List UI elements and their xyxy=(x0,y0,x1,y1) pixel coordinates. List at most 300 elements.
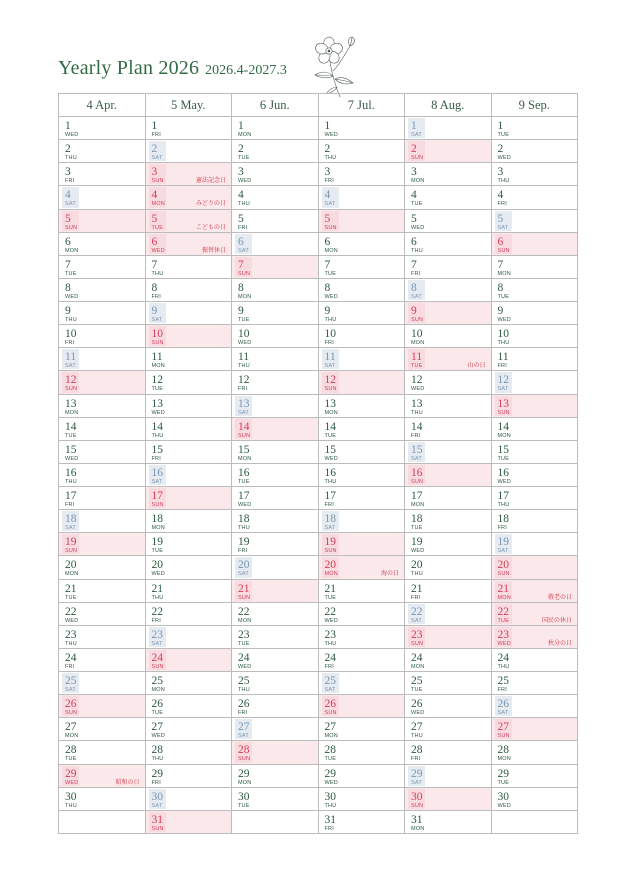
day-number: 25 xyxy=(238,675,250,688)
day-number: 24 xyxy=(324,651,336,664)
day-of-week: WED xyxy=(238,502,252,509)
day-number: 21 xyxy=(324,582,336,595)
day-of-week: WED xyxy=(151,571,165,578)
holiday-name: みどりの日 xyxy=(195,200,226,208)
day-cell xyxy=(319,325,406,348)
day-of-week: THU xyxy=(411,733,423,740)
day-cell xyxy=(492,418,579,441)
day-of-week: SAT xyxy=(65,687,76,694)
sunday-cell xyxy=(405,464,492,487)
day-number: 3 xyxy=(324,166,331,179)
empty-day-cell xyxy=(59,811,146,834)
day-of-week: THU xyxy=(324,317,337,324)
day-number: 30 xyxy=(411,790,423,803)
day-of-week: SAT xyxy=(411,132,422,138)
day-of-week: WED xyxy=(65,293,79,300)
day-cell xyxy=(492,788,579,811)
day-cell xyxy=(232,788,319,811)
day-of-week: SUN xyxy=(151,178,164,185)
day-number: 9 xyxy=(497,305,504,318)
saturday-cell xyxy=(492,210,579,233)
day-cell xyxy=(405,580,492,603)
day-number: 21 xyxy=(411,582,423,595)
saturday-cell xyxy=(405,117,492,140)
sunday-cell xyxy=(59,695,146,718)
day-number: 17 xyxy=(411,490,423,503)
day-of-week: THU xyxy=(497,502,510,509)
holiday-cell xyxy=(319,556,406,579)
day-cell xyxy=(232,348,319,371)
holiday-name: 山の日 xyxy=(467,362,486,370)
day-of-week: FRI xyxy=(238,224,248,231)
day-cell xyxy=(232,603,319,626)
day-cell xyxy=(59,163,146,186)
day-number: 8 xyxy=(497,281,504,294)
day-number: 8 xyxy=(65,281,71,294)
day-of-week: SUN xyxy=(497,733,510,740)
day-number: 27 xyxy=(238,721,250,734)
holiday-name: 憲法記念日 xyxy=(195,177,226,185)
day-number: 15 xyxy=(238,443,250,456)
day-number: 15 xyxy=(65,443,77,456)
day-of-week: FRI xyxy=(324,825,334,832)
day-of-week: THU xyxy=(151,270,164,277)
holiday-cell xyxy=(146,163,233,186)
day-number: 25 xyxy=(411,675,423,688)
day-of-week: WED xyxy=(151,247,165,254)
day-number: 14 xyxy=(497,420,509,433)
day-number: 17 xyxy=(497,490,509,503)
day-cell xyxy=(405,256,492,279)
day-number: 25 xyxy=(324,675,336,688)
day-of-week: TUE xyxy=(151,224,164,231)
day-number: 21 xyxy=(497,582,509,595)
day-number: 1 xyxy=(497,120,504,132)
day-of-week: SAT xyxy=(497,548,509,555)
day-of-week: THU xyxy=(411,247,423,254)
day-cell xyxy=(232,649,319,672)
day-number: 7 xyxy=(238,258,244,271)
day-of-week: SAT xyxy=(411,617,422,624)
day-of-week: FRI xyxy=(238,710,248,717)
day-cell xyxy=(405,210,492,233)
day-number: 26 xyxy=(238,698,250,711)
day-number: 12 xyxy=(497,374,509,387)
day-of-week: WED xyxy=(324,293,338,300)
day-cell xyxy=(146,741,233,764)
day-cell xyxy=(492,348,579,371)
day-of-week: MON xyxy=(238,617,252,624)
day-number: 14 xyxy=(411,420,423,433)
day-of-week: FRI xyxy=(411,270,421,277)
page-title xyxy=(58,58,287,81)
day-of-week: SAT xyxy=(151,155,163,162)
day-of-week: THU xyxy=(151,432,164,439)
holiday-cell xyxy=(492,603,579,626)
day-number: 7 xyxy=(324,258,331,271)
day-cell xyxy=(146,718,233,741)
day-number: 9 xyxy=(411,305,417,318)
day-of-week: SUN xyxy=(238,270,251,277)
saturday-cell xyxy=(59,348,146,371)
month-header-may: 5 May. xyxy=(146,94,233,117)
day-number: 18 xyxy=(324,513,336,526)
day-number: 23 xyxy=(238,628,250,641)
day-of-week: SUN xyxy=(324,548,337,555)
day-cell xyxy=(146,441,233,464)
day-number: 19 xyxy=(411,536,423,549)
day-of-week: FRI xyxy=(65,663,75,670)
day-number: 2 xyxy=(497,143,504,156)
day-number: 1 xyxy=(65,120,71,132)
day-of-week: MON xyxy=(497,432,511,439)
day-number: 19 xyxy=(238,536,250,549)
day-number: 18 xyxy=(65,513,77,526)
day-number: 24 xyxy=(497,651,509,664)
saturday-cell xyxy=(319,510,406,533)
day-of-week: MON xyxy=(151,525,165,532)
day-cell xyxy=(319,233,406,256)
day-cell xyxy=(232,441,319,464)
day-number: 9 xyxy=(65,305,71,318)
day-number: 8 xyxy=(324,281,331,294)
day-cell xyxy=(232,371,319,394)
day-number: 29 xyxy=(411,767,423,780)
day-of-week: TUE xyxy=(411,201,423,208)
day-of-week: TUE xyxy=(151,548,164,555)
holiday-name: 昭和の日 xyxy=(115,778,140,786)
day-number: 10 xyxy=(151,328,163,341)
day-of-week: FRI xyxy=(411,432,421,439)
sunday-cell xyxy=(405,788,492,811)
day-number: 11 xyxy=(151,351,163,364)
day-cell xyxy=(146,533,233,556)
day-of-week: SUN xyxy=(65,710,78,717)
sunday-cell xyxy=(319,533,406,556)
day-number: 23 xyxy=(497,628,509,641)
day-of-week: SAT xyxy=(238,733,249,740)
day-number: 4 xyxy=(151,189,158,202)
day-cell xyxy=(59,140,146,163)
day-cell xyxy=(59,418,146,441)
day-number: 2 xyxy=(324,143,331,156)
day-of-week: FRI xyxy=(238,386,248,393)
saturday-cell xyxy=(146,302,233,325)
day-of-week: SAT xyxy=(497,386,509,393)
day-number: 11 xyxy=(238,351,250,364)
day-number: 19 xyxy=(65,536,77,549)
day-of-week: TUE xyxy=(238,802,250,809)
day-of-week: TUE xyxy=(324,432,337,439)
saturday-cell xyxy=(319,672,406,695)
day-cell xyxy=(146,117,233,140)
title-text: Yearly Plan 2026 xyxy=(58,57,200,79)
day-of-week: SUN xyxy=(411,640,424,647)
day-cell xyxy=(146,256,233,279)
day-cell xyxy=(146,695,233,718)
day-cell xyxy=(492,510,579,533)
day-of-week: SUN xyxy=(324,386,337,393)
day-number: 5 xyxy=(497,212,504,225)
day-number: 16 xyxy=(151,466,163,479)
month-header-aug: 8 Aug. xyxy=(405,94,492,117)
day-of-week: SUN xyxy=(497,409,510,416)
day-of-week: WED xyxy=(411,710,425,717)
day-of-week: MON xyxy=(238,293,252,300)
day-cell xyxy=(492,163,579,186)
day-of-week: TUE xyxy=(411,525,423,532)
day-of-week: TUE xyxy=(497,293,510,300)
day-number: 30 xyxy=(497,790,509,803)
day-of-week: SUN xyxy=(411,802,424,809)
day-cell xyxy=(405,395,492,418)
day-of-week: THU xyxy=(497,340,510,347)
day-number: 11 xyxy=(411,351,423,364)
day-cell xyxy=(405,718,492,741)
day-number: 24 xyxy=(65,651,77,664)
day-of-week: SUN xyxy=(324,224,337,231)
day-number: 30 xyxy=(324,790,336,803)
day-number: 2 xyxy=(151,143,158,156)
day-number: 13 xyxy=(324,397,336,410)
day-number: 4 xyxy=(238,189,244,202)
day-cell xyxy=(405,556,492,579)
day-of-week: WED xyxy=(151,409,165,416)
day-cell xyxy=(232,765,319,788)
day-of-week: SAT xyxy=(65,201,76,208)
day-of-week: SAT xyxy=(238,571,249,578)
day-of-week: SUN xyxy=(238,594,251,601)
day-of-week: FRI xyxy=(497,525,507,532)
holiday-name: 敬老の日 xyxy=(547,593,572,601)
day-number: 6 xyxy=(65,235,71,248)
day-cell xyxy=(232,279,319,302)
day-cell xyxy=(232,510,319,533)
day-number: 7 xyxy=(497,258,504,271)
sunday-cell xyxy=(59,533,146,556)
day-cell xyxy=(319,626,406,649)
sunday-cell xyxy=(232,741,319,764)
day-of-week: TUE xyxy=(238,155,250,162)
day-number: 4 xyxy=(497,189,504,202)
day-cell xyxy=(146,510,233,533)
day-of-week: WED xyxy=(65,617,79,624)
month-header-jul: 7 Jul. xyxy=(319,94,406,117)
saturday-cell xyxy=(59,510,146,533)
day-of-week: FRI xyxy=(238,548,248,555)
day-cell xyxy=(232,533,319,556)
holiday-cell xyxy=(146,233,233,256)
day-number: 20 xyxy=(151,559,163,572)
day-cell xyxy=(59,256,146,279)
day-number: 13 xyxy=(497,397,509,410)
day-number: 8 xyxy=(411,281,417,294)
sunday-cell xyxy=(146,811,233,834)
day-of-week: FRI xyxy=(497,201,507,208)
saturday-cell xyxy=(492,533,579,556)
day-number: 13 xyxy=(238,397,250,410)
day-of-week: THU xyxy=(65,155,77,162)
day-cell xyxy=(59,233,146,256)
day-number: 30 xyxy=(151,790,163,803)
day-of-week: THU xyxy=(238,525,250,532)
day-of-week: SAT xyxy=(411,779,422,786)
saturday-cell xyxy=(232,395,319,418)
day-number: 27 xyxy=(151,721,163,734)
day-of-week: SAT xyxy=(324,363,336,370)
day-of-week: TUE xyxy=(497,132,510,138)
day-number: 1 xyxy=(324,120,331,132)
day-cell xyxy=(319,302,406,325)
day-number: 11 xyxy=(324,351,336,364)
day-of-week: SUN xyxy=(65,224,78,231)
day-number: 16 xyxy=(238,466,250,479)
day-of-week: TUE xyxy=(411,363,423,370)
day-number: 7 xyxy=(411,258,417,271)
day-number: 16 xyxy=(411,466,423,479)
sunday-cell xyxy=(492,718,579,741)
day-number: 22 xyxy=(324,605,336,618)
day-cell xyxy=(405,533,492,556)
day-of-week: MON xyxy=(151,201,165,208)
day-cell xyxy=(232,325,319,348)
day-number: 3 xyxy=(411,166,417,179)
day-cell xyxy=(405,741,492,764)
month-header-jun: 6 Jun. xyxy=(232,94,319,117)
day-cell xyxy=(146,580,233,603)
sunday-cell xyxy=(492,556,579,579)
day-of-week: FRI xyxy=(497,687,507,694)
day-cell xyxy=(146,371,233,394)
day-cell xyxy=(146,418,233,441)
day-number: 9 xyxy=(151,305,158,318)
day-number: 2 xyxy=(238,143,244,156)
day-of-week: MON xyxy=(411,178,425,185)
day-of-week: THU xyxy=(65,640,77,647)
day-of-week: SAT xyxy=(238,247,249,254)
month-header-sep: 9 Sep. xyxy=(492,94,579,117)
day-cell xyxy=(405,325,492,348)
day-of-week: THU xyxy=(324,155,337,162)
sunday-cell xyxy=(146,487,233,510)
day-of-week: SAT xyxy=(324,201,336,208)
day-number: 19 xyxy=(324,536,336,549)
saturday-cell xyxy=(146,464,233,487)
day-cell xyxy=(405,811,492,834)
day-of-week: MON xyxy=(65,247,79,254)
day-number: 16 xyxy=(65,466,77,479)
empty-day-cell xyxy=(232,811,319,834)
day-of-week: WED xyxy=(411,386,425,393)
day-of-week: TUE xyxy=(65,270,77,277)
day-number: 7 xyxy=(65,258,71,271)
day-number: 15 xyxy=(324,443,336,456)
day-number: 3 xyxy=(497,166,504,179)
day-number: 28 xyxy=(151,744,163,757)
day-cell xyxy=(319,487,406,510)
day-of-week: SAT xyxy=(497,710,509,717)
day-of-week: THU xyxy=(151,594,164,601)
day-of-week: SAT xyxy=(497,224,509,231)
day-cell xyxy=(59,117,146,140)
day-of-week: SAT xyxy=(238,409,249,416)
day-of-week: FRI xyxy=(65,340,75,347)
day-cell xyxy=(319,811,406,834)
flower-leaves xyxy=(315,72,353,94)
day-cell xyxy=(232,302,319,325)
sunday-cell xyxy=(59,210,146,233)
day-of-week: WED xyxy=(411,548,425,555)
day-of-week: SAT xyxy=(151,478,163,485)
day-number: 22 xyxy=(238,605,250,618)
day-cell xyxy=(232,210,319,233)
day-cell xyxy=(319,718,406,741)
day-number: 4 xyxy=(65,189,71,202)
day-of-week: SUN xyxy=(238,432,251,439)
day-of-week: FRI xyxy=(65,178,75,185)
month-header-apr: 4 Apr. xyxy=(59,94,146,117)
day-number: 12 xyxy=(151,374,163,387)
day-cell xyxy=(319,603,406,626)
day-number: 6 xyxy=(411,235,417,248)
day-number: 9 xyxy=(324,305,331,318)
day-of-week: MON xyxy=(238,132,252,138)
day-of-week: WED xyxy=(497,640,511,647)
day-of-week: WED xyxy=(497,802,511,809)
day-cell xyxy=(492,256,579,279)
day-of-week: FRI xyxy=(324,178,334,185)
day-of-week: MON xyxy=(65,733,79,740)
day-number: 23 xyxy=(411,628,423,641)
day-cell xyxy=(59,580,146,603)
day-of-week: SUN xyxy=(151,825,164,832)
day-cell xyxy=(146,395,233,418)
day-number: 12 xyxy=(238,374,250,387)
day-cell xyxy=(405,510,492,533)
flower-bud xyxy=(349,37,355,46)
day-cell xyxy=(492,464,579,487)
day-cell xyxy=(405,487,492,510)
day-number: 21 xyxy=(238,582,250,595)
day-cell xyxy=(232,117,319,140)
day-cell xyxy=(492,140,579,163)
day-of-week: MON xyxy=(238,779,252,786)
day-number: 18 xyxy=(151,513,163,526)
day-of-week: THU xyxy=(238,687,250,694)
day-number: 21 xyxy=(151,582,163,595)
day-cell xyxy=(405,233,492,256)
day-number: 27 xyxy=(65,721,77,734)
day-number: 3 xyxy=(151,166,158,179)
day-of-week: SUN xyxy=(411,478,424,485)
day-number: 20 xyxy=(238,559,250,572)
saturday-cell xyxy=(232,556,319,579)
day-cell xyxy=(146,603,233,626)
day-cell xyxy=(232,464,319,487)
day-cell xyxy=(319,395,406,418)
day-number: 20 xyxy=(497,559,509,572)
day-number: 7 xyxy=(151,258,158,271)
day-of-week: FRI xyxy=(151,455,161,462)
calendar-grid xyxy=(58,93,578,834)
day-number: 5 xyxy=(151,212,158,225)
day-cell xyxy=(59,718,146,741)
day-of-week: TUE xyxy=(411,687,423,694)
sunday-cell xyxy=(319,695,406,718)
sunday-cell xyxy=(146,649,233,672)
day-number: 23 xyxy=(65,628,77,641)
sunday-cell xyxy=(232,580,319,603)
